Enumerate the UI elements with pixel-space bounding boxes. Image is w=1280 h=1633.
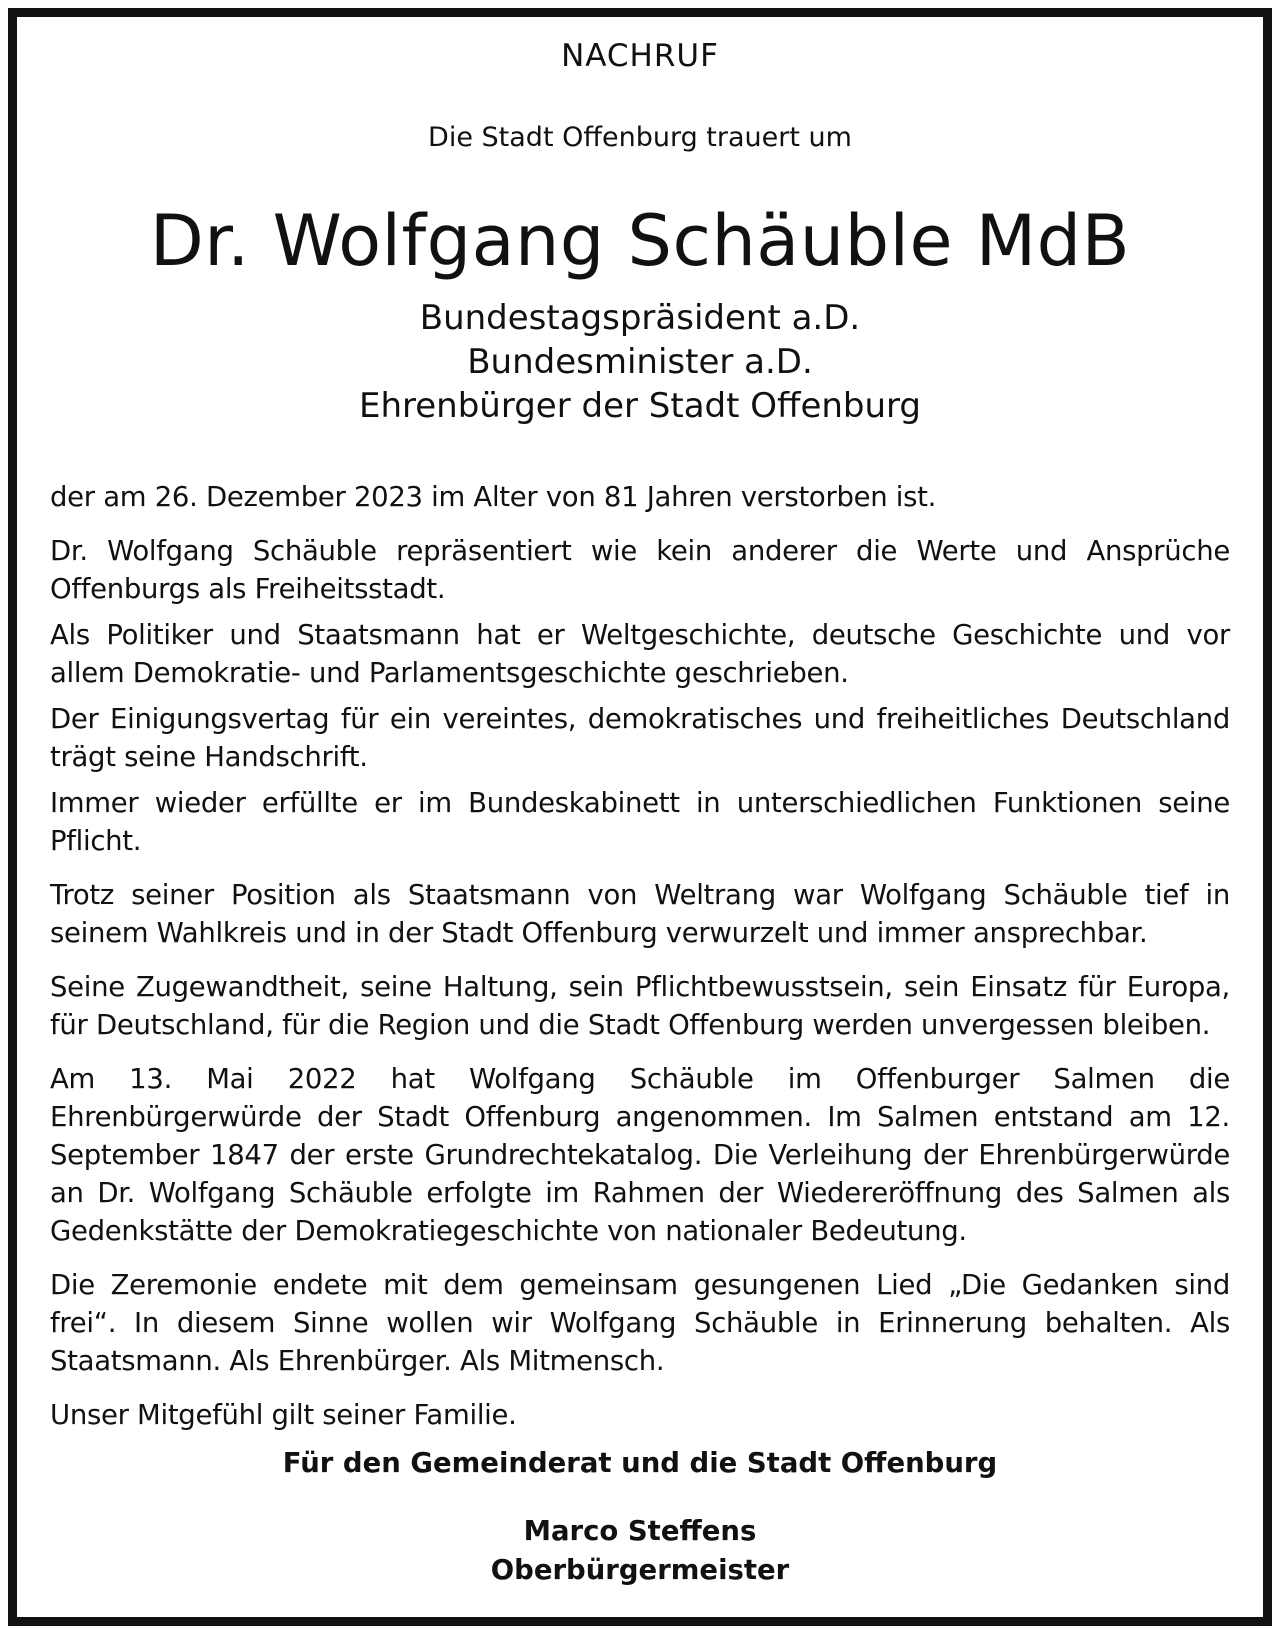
paragraph: Der Einigungsvertag für ein vereintes, demokratisches und freiheitliches Deutschland trägt seine Handschrift. xyxy=(50,703,1230,773)
paragraph: Seine Zugewandtheit, seine Haltung, sein Pflichtbewusstsein, sein Einsatz für Europa, für Deutschland, für die Region und die Stadt Offenburg werden unvergessen bleiben. xyxy=(50,971,1230,1041)
intro-line: Die Stadt Offenburg trauert um xyxy=(428,122,852,153)
signature-person: Marco Steffens xyxy=(523,1515,757,1547)
paragraph: der am 26. Dezember 2023 im Alter von 81 Jahren verstorben ist. xyxy=(50,481,937,513)
title-line: Ehrenbürger der Stadt Offenburg xyxy=(358,386,922,426)
paragraph: Die Zeremonie endete mit dem gemeinsam gesungenen Lied „Die Gedanken sind frei“. In diesem Sinne wollen wir Wolfgang Schäuble in Erinnerung behalten. Als Staatsmann. Als Ehrenbürger. Als Mitmensch. xyxy=(50,1269,1230,1377)
paragraph: Am 13. Mai 2022 hat Wolfgang Schäuble im Offenburger Salmen die Ehrenbürgerwürde der Stadt Offenburg angenommen. Im Salmen entstand am 12. September 1847 der erste Grundrechtekatalog. Die Verleihung der Ehrenbürgerwürde an Dr. Wolfgang Schäuble erfolgte im Rahmen der Wiedereröffnung des Salmen als Gedenkstätte der Demokratiegeschichte von nationaler Bedeutung. xyxy=(50,1063,1230,1247)
paragraph: Unser Mitgefühl gilt seiner Familie. xyxy=(50,1399,517,1431)
titles-block xyxy=(0,296,1280,428)
paragraph: Dr. Wolfgang Schäuble repräsentiert wie kein anderer die Werte und Ansprüche Offenburgs als Freiheitsstadt. xyxy=(50,535,1230,605)
paragraph: Immer wieder erfüllte er im Bundeskabinett in unterschiedlichen Funktionen seine Pflicht. xyxy=(50,787,1230,857)
paragraph: Trotz seiner Position als Staatsmann von Weltrang war Wolfgang Schäuble tief in seinem Wahlkreis und in der Stadt Offenburg verwurzelt und immer ansprechbar. xyxy=(50,879,1230,949)
page-heading: NACHRUF xyxy=(561,38,719,74)
signature-organization: Für den Gemeinderat und die Stadt Offenburg xyxy=(282,1447,998,1479)
title-line: Bundestagspräsident a.D. xyxy=(419,298,861,338)
deceased-name: Dr. Wolfgang Schäuble MdB xyxy=(149,200,1131,282)
signature-block xyxy=(0,1512,1280,1590)
signature-role: Oberbürgermeister xyxy=(490,1554,790,1586)
title-line: Bundesminister a.D. xyxy=(467,342,813,382)
obituary-body xyxy=(50,478,1230,1442)
paragraph: Als Politiker und Staatsmann hat er Weltgeschichte, deutsche Geschichte und vor allem Demokratie- und Parlamentsgeschichte geschrieben. xyxy=(50,619,1230,689)
